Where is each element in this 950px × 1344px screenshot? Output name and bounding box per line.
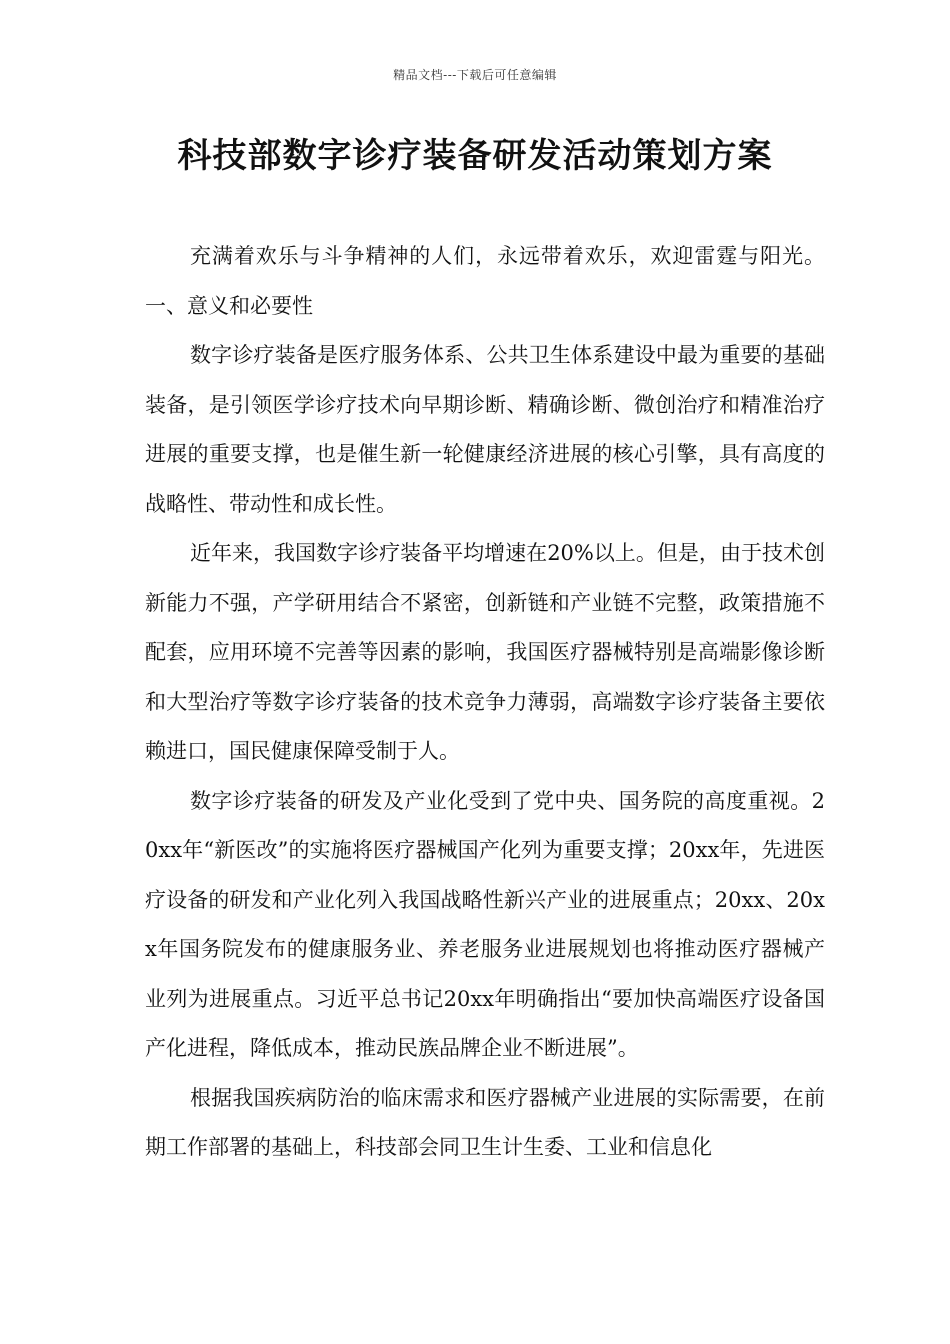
document-body <box>145 232 825 1173</box>
paragraph-status: 近年来，我国数字诊疗装备平均增速在20%以上。但是，由于技术创新能力不强，产学研用结合不紧密，创新链和产业链不完整，政策措施不配套，应用环境不完善等因素的影响，我国医疗器械特别是高端影像诊断和大型治疗等数字诊疗装备的技术竞争力薄弱，高端数字诊疗装备主要依赖进口，国民健康保障受制于人。 <box>145 541 825 763</box>
paragraph-intro: 充满着欢乐与斗争精神的人们，永远带着欢乐，欢迎雷霆与阳光。一、意义和必要性 <box>145 244 825 318</box>
header-note: 精品文档---下载后可任意编辑 <box>393 68 557 82</box>
paragraph-significance: 数字诊疗装备是医疗服务体系、公共卫生体系建设中最为重要的基础装备，是引领医学诊疗技术向早期诊断、精确诊断、微创治疗和精准治疗进展的重要支撑，也是催生新一轮健康经济进展的核心引擎，具有高度的战略性、带动性和成长性。 <box>145 343 825 516</box>
paragraph-plan: 根据我国疾病防治的临床需求和医疗器械产业进展的实际需要，在前期工作部署的基础上，科技部会同卫生计生委、工业和信息化 <box>145 1085 825 1159</box>
page-title: 科技部数字诊疗装备研发活动策划方案 <box>177 136 773 176</box>
paragraph-policy: 数字诊疗装备的研发及产业化受到了党中央、国务院的高度重视。20xx年“新医改”的实施将医疗器械国产化列为重要支撑；20xx年，先进医疗设备的研发和产业化列入我国战略性新兴产业的进展重点；20xx、20xx年国务院发布的健康服务业、养老服务业进展规划也将推动医疗器械产业列为进展重点。习近平总书记20xx年明确指出“要加快高端医疗设备国产化进程，降低成本，推动民族品牌企业不断进展”。 <box>145 788 825 1060</box>
